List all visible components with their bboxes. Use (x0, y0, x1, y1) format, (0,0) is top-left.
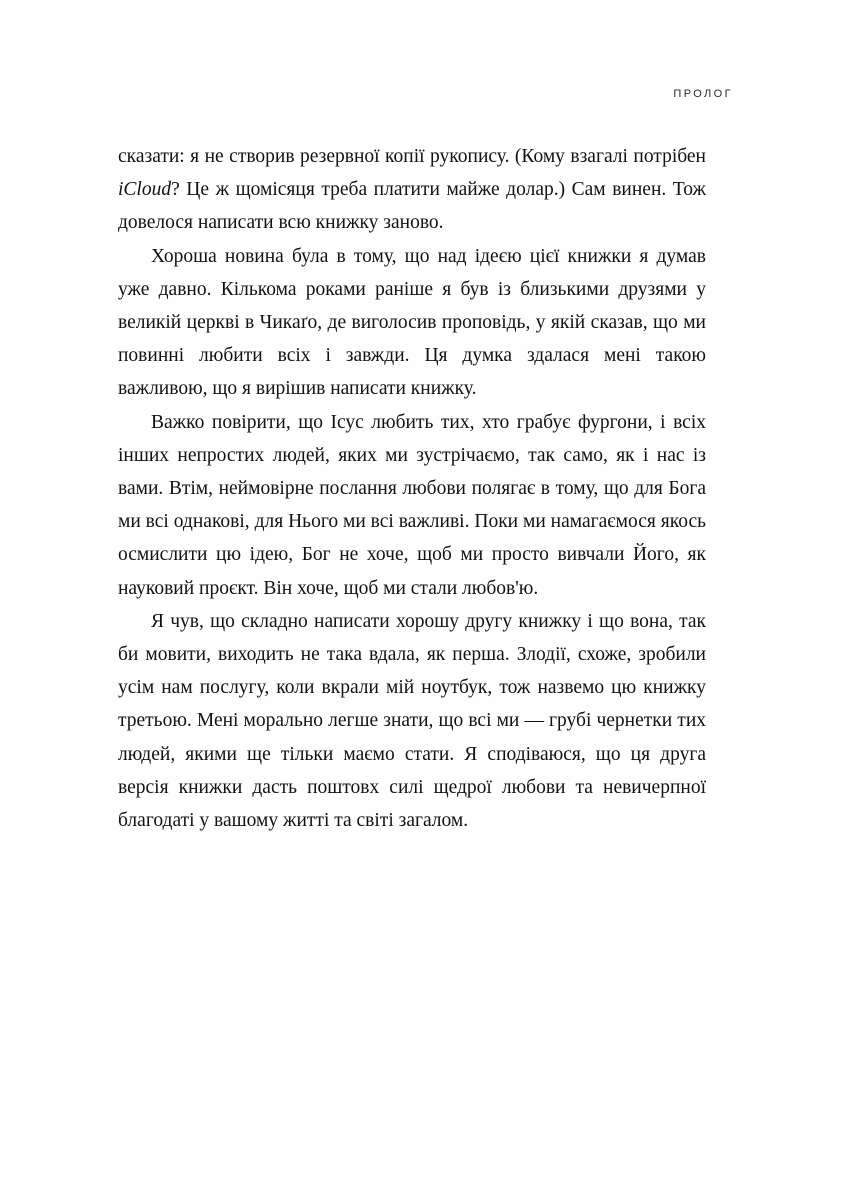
paragraph: сказати: я не створив резервної копії рукопису. (Кому взагалі потрібен iCloud? Це ж щомісяця треба платити майже долар.) Сам винен. Тож довелося написати всю книжку заново. (118, 146, 706, 234)
body-text-column (118, 140, 706, 837)
paragraph: Я чув, що складно написати хорошу другу книжку і що вона, так би мовити, виходить не така вдала, як перша. Злодії, схоже, зробили усім нам послугу, коли вкрали мій ноутбук, тож назвемо цю книжку третьою. Мені морально легше знати, що всі ми — грубі чернетки тих людей, якими ще тільки маємо стати. Я сподіваюся, що ця друга версія книжки дасть поштовх силі щедрої любови та невичерпної благодаті у вашому житті та світі загалом. (118, 610, 706, 832)
italic-term: iCloud (118, 179, 172, 201)
paragraph: Важко повірити, що Ісус любить тих, хто грабує фургони, і всіх інших непростих людей, яких ми зустрічаємо, так само, як і нас із вами. Втім, неймовірне послання любови полягає в тому, що для Бога ми всі однакові, для Нього ми всі важливі. Поки ми намагаємося якось осмислити цю ідею, Бог не хоче, щоб ми просто вивчали Його, як науковий проєкт. Він хоче, щоб ми стали любов'ю. (118, 411, 706, 599)
running-head: ПРОЛОГ (673, 88, 733, 100)
paragraph: Хороша новина була в тому, що над ідеєю цієї книжки я думав уже давно. Кількома роками раніше я був із близькими друзями у великій церкві в Чикаґо, де виголосив проповідь, у якій сказав, що ми повинні любити всіх і завжди. Ця думка здалася мені такою важливою, що я вирішив написати книжку. (118, 245, 706, 400)
